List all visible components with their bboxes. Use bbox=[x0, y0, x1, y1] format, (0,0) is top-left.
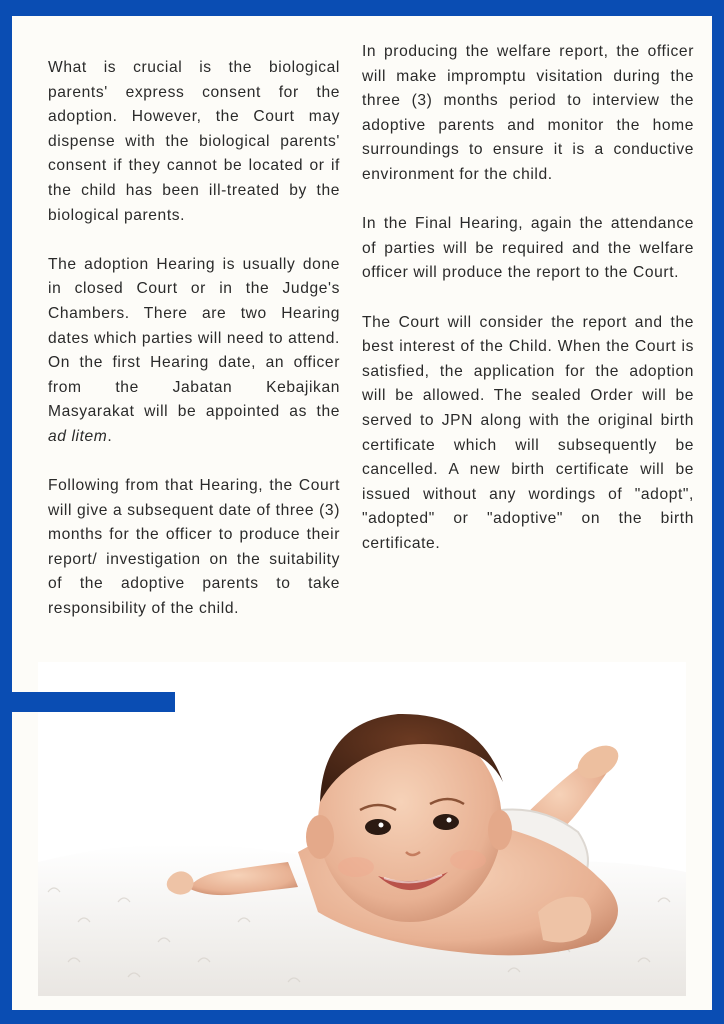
paragraph-final-hearing: In the Final Hearing, again the attendance of parties will be required and the welfare officer will produce the report to the Court. bbox=[362, 215, 694, 282]
paragraph-hearing bbox=[48, 253, 340, 450]
hearing-text-end: . bbox=[107, 427, 113, 445]
ad-litem-term: ad litem bbox=[48, 427, 108, 445]
paragraph-court-decision: The Court will consider the report and the best interest of the Child. When the Court is satisfied, the application for the adoption will be allowed. The sealed Order will be served to JPN along with the original birth certificate which will subsequently be cancelled. A new birth certificate will be issued without any wordings of "adopt", "adopted" or "adoptive" on the birth certificate. bbox=[362, 313, 694, 552]
paragraph-welfare-report: In producing the welfare report, the officer will make impromptu visitation during the three (3) months period to interview the adoptive parents and monitor the home surroundings to ensure it is a conductive environment for the child. bbox=[362, 43, 694, 183]
baby-photo bbox=[38, 662, 686, 996]
left-column bbox=[48, 56, 340, 622]
accent-bar bbox=[0, 692, 175, 712]
hearing-text: The adoption Hearing is usually done in closed Court or in the Judge's Chambers. There are two Hearing dates which parties will need to attend. On the first Hearing date, an officer from the Jabatan Kebajikan Masyarakat will be appointed as the bbox=[48, 255, 340, 421]
paragraph-subsequent-date: Following from that Hearing, the Court will give a subsequent date of three (3) months for the officer to produce their report/ investigation on the suitability of the adoptive parents to take responsibility of the child. bbox=[48, 477, 340, 618]
paragraph-consent: What is crucial is the biological parents' express consent for the adoption. However, the Court may dispense with the biological parents' consent if they cannot be located or if the child has been ill-treated by the biological parents. bbox=[48, 59, 340, 224]
baby-illustration bbox=[38, 662, 686, 996]
right-column bbox=[362, 40, 694, 556]
